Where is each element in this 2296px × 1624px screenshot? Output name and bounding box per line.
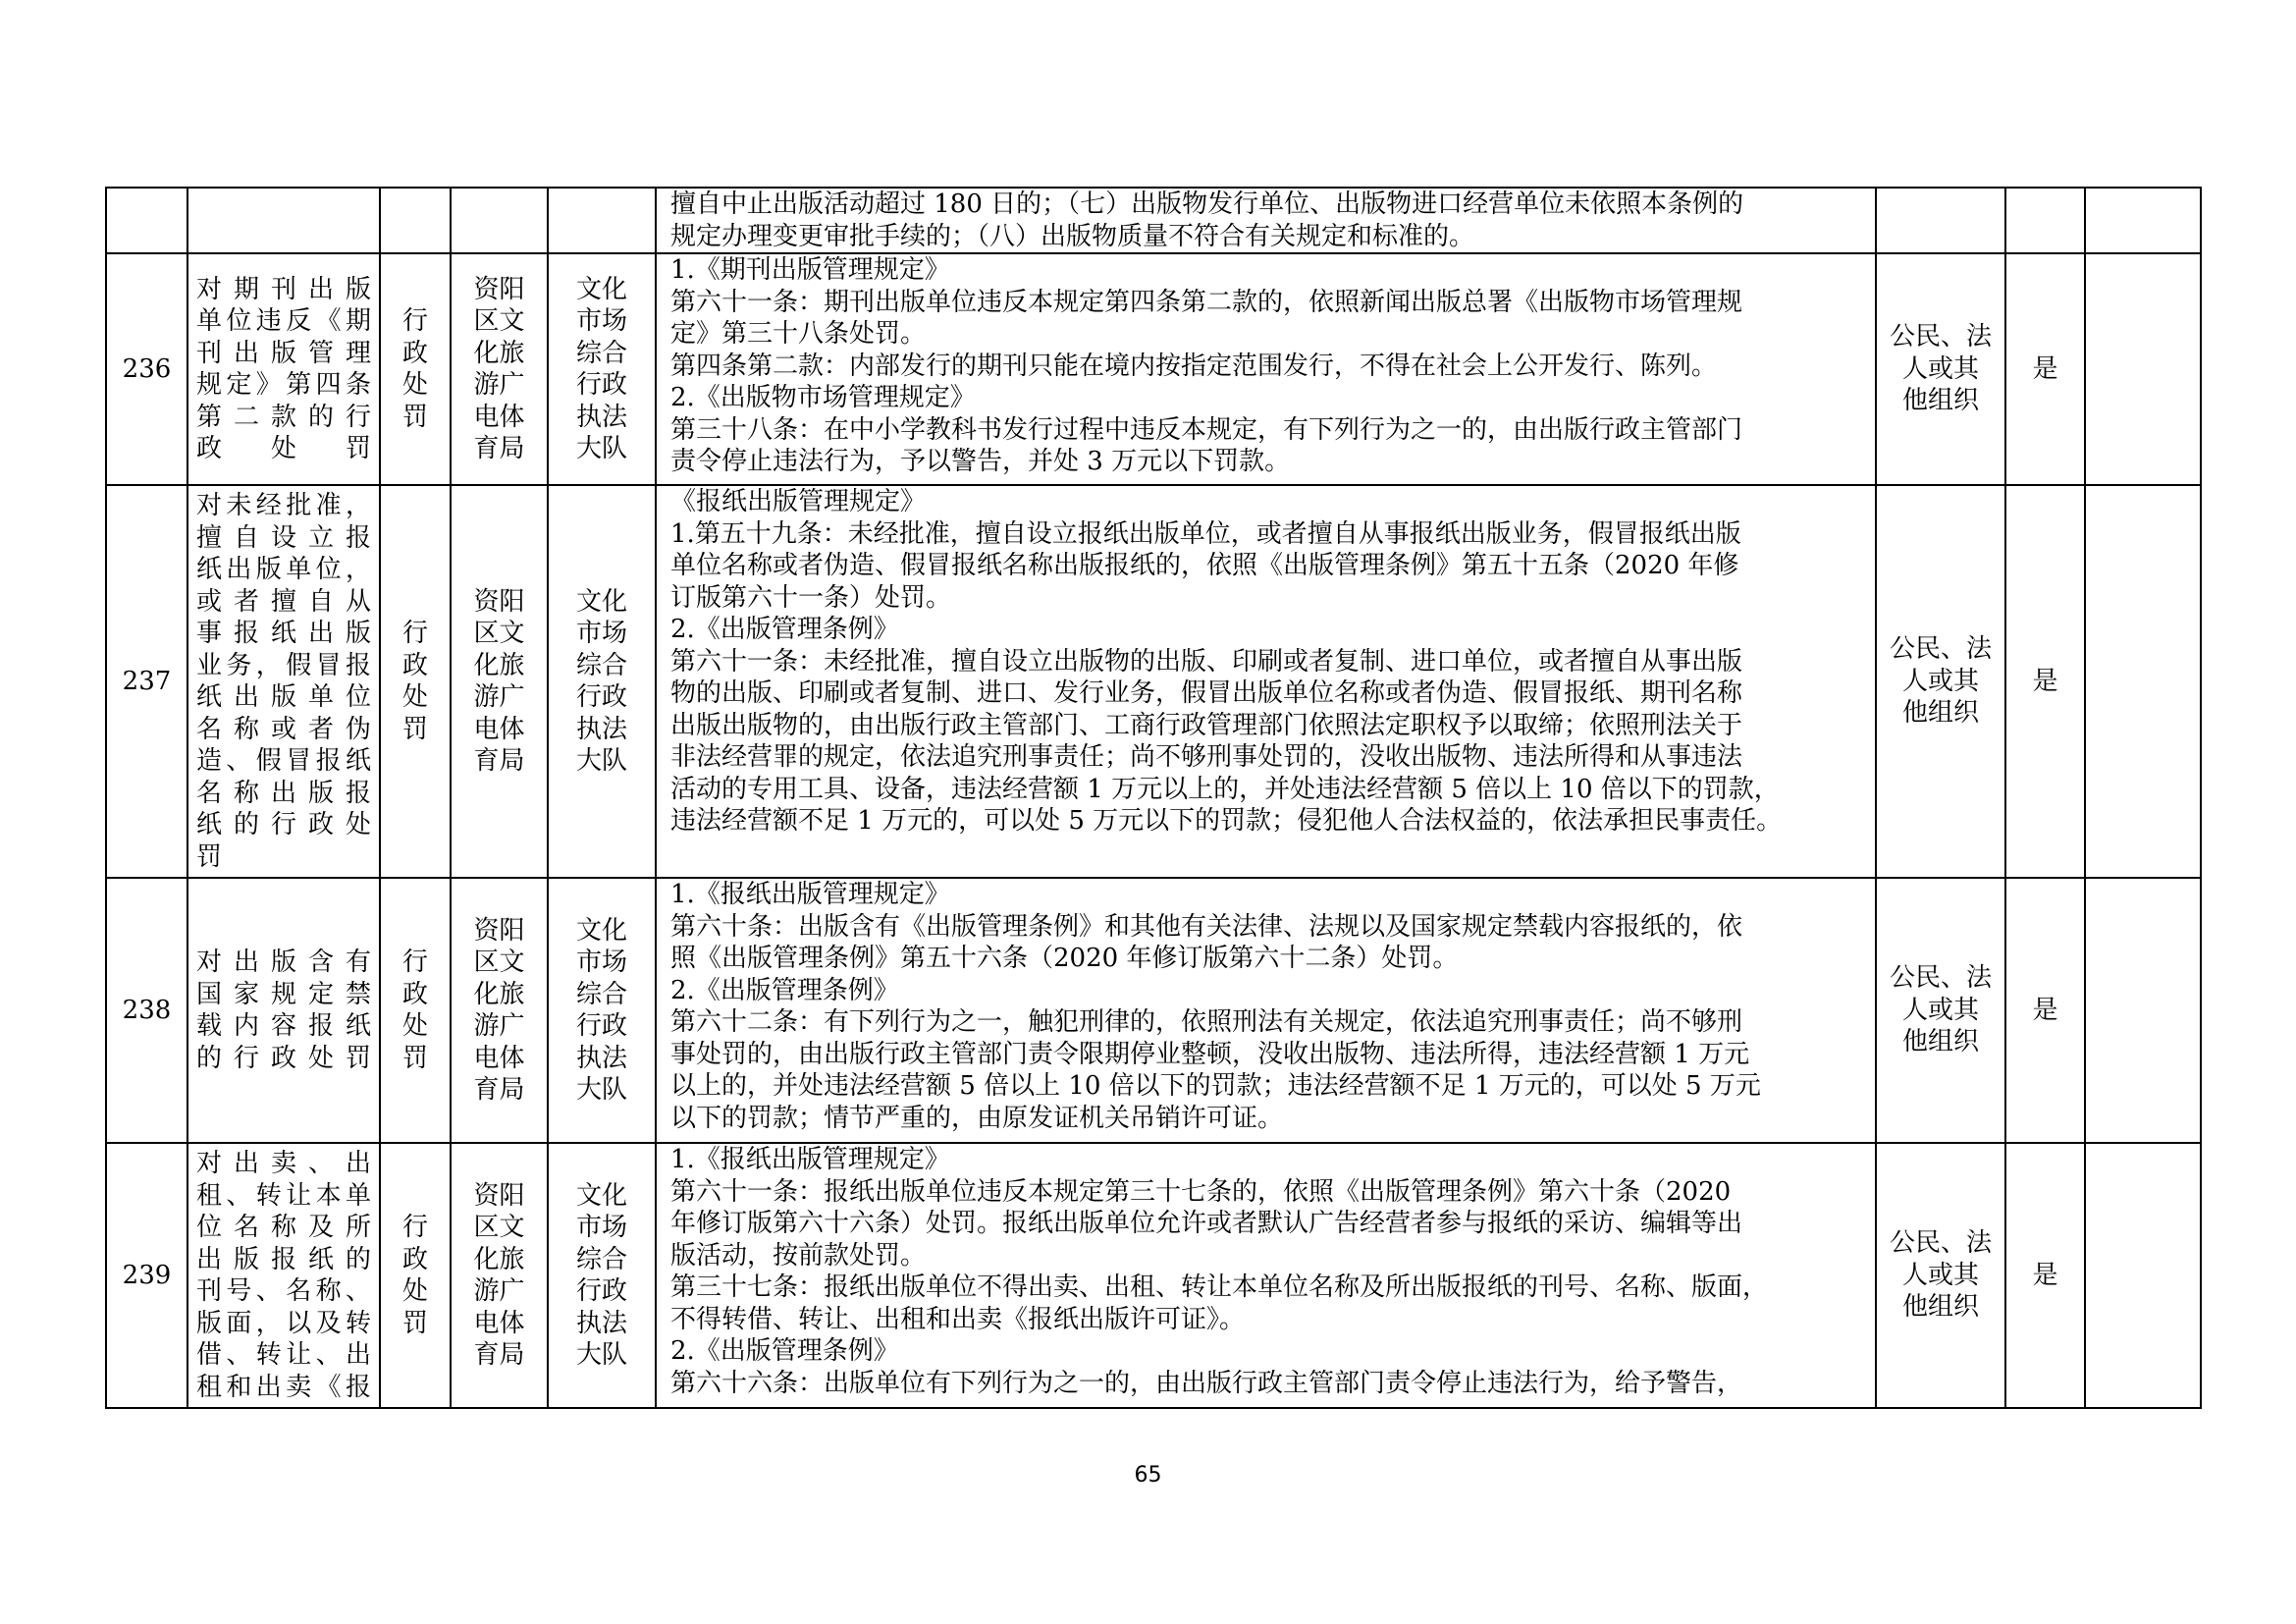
legal-basis-cell-line: 第六十六条：出版单位有下列行为之一的，由出版行政主管部门责令停止违法行为，给予警告， xyxy=(670,1368,1743,1398)
item-name-cell-line: 租和出卖《报 xyxy=(196,1372,371,1402)
power-type-cell-line: 罚 xyxy=(401,402,428,432)
executor-cell-line: 综合 xyxy=(575,650,627,680)
legal-basis-cell-line: 第四条第二款：内部发行的期刊只能在境内按指定范围发行，不得在社会上公开发行、陈列。 xyxy=(670,351,1718,381)
power-type-cell-line: 处 xyxy=(401,682,428,712)
power-type-cell-line: 政 xyxy=(401,979,428,1009)
department-cell-line: 育局 xyxy=(473,1340,525,1370)
department-cell-line: 化旅 xyxy=(473,1244,525,1274)
item-name-cell-line: 或者擅自从 xyxy=(196,586,371,617)
item-number-cell xyxy=(106,188,187,253)
department-cell-line: 电体 xyxy=(473,1043,525,1073)
legal-basis-cell-line: 出版出版物的，由出版行政主管部门、工商行政管理部门依照法定职权予以取缔；依照刑法关于 xyxy=(670,710,1743,740)
executor-cell-line: 文化 xyxy=(575,586,627,617)
item-name-cell-line: 对出版含有 xyxy=(196,947,371,977)
executor-cell-line: 综合 xyxy=(575,1244,627,1274)
executor-cell-line: 文化 xyxy=(575,1180,627,1211)
department-cell xyxy=(451,188,548,253)
legal-basis-cell xyxy=(656,253,1876,485)
item-name-cell-line: 出版报纸的 xyxy=(196,1244,371,1274)
power-type-cell-line: 行 xyxy=(401,947,428,977)
executor-cell-line: 执法 xyxy=(575,402,627,432)
legal-basis-cell xyxy=(656,878,1876,1143)
legal-basis-cell-line: 2.《出版管理条例》 xyxy=(670,975,899,1005)
item-name-cell-line: 的行政处罚 xyxy=(196,1043,371,1073)
executor-cell-line: 大队 xyxy=(575,1075,627,1105)
legal-basis-cell-line: 照《出版管理条例》第五十六条（2020 年修订版第六十二条）处罚。 xyxy=(670,944,1459,973)
legal-basis-cell-line: 单位名称或者伪造、假冒报纸名称出版报纸的，依照《出版管理条例》第五十五条（2020 年修 xyxy=(670,551,1739,580)
item-name-cell-line: 业务，假冒报 xyxy=(196,650,371,680)
executor-cell-line: 行政 xyxy=(575,1011,627,1041)
executor-cell-line: 大队 xyxy=(575,434,627,463)
target-object-cell-line: 公民、法 xyxy=(1889,963,1992,994)
item-name-cell-line: 版面，以及转 xyxy=(196,1308,371,1338)
legal-basis-cell xyxy=(656,1143,1876,1408)
executor-cell-line: 执法 xyxy=(575,714,627,744)
item-number-cell: 236 xyxy=(106,253,187,485)
item-name-cell-line: 纸出版单位， xyxy=(196,555,371,584)
department-cell-line: 化旅 xyxy=(473,650,525,680)
executor-cell-line: 市场 xyxy=(575,619,627,648)
item-name-cell-line: 擅自设立报 xyxy=(196,522,371,553)
regulation-table xyxy=(105,187,2202,1409)
executor-cell-line: 行政 xyxy=(575,370,627,400)
department-cell-line: 电体 xyxy=(473,714,525,744)
executor-cell-line: 市场 xyxy=(575,1213,627,1242)
legal-basis-cell-line: 物的出版、印刷或者复制、进口、发行业务，假冒出版单位名称或者伪造、假冒报纸、期刊名称 xyxy=(670,678,1743,708)
item-number-cell: 238 xyxy=(106,878,187,1143)
power-type-cell-line: 罚 xyxy=(401,1043,428,1073)
item-name-cell-line: 规定》第四条 xyxy=(196,370,371,400)
executor-cell xyxy=(548,253,656,485)
item-name-cell-line: 刊号、名称、 xyxy=(196,1276,371,1306)
power-type-cell-line: 行 xyxy=(401,1213,428,1242)
item-name-cell-line: 名称出版报 xyxy=(196,778,371,808)
item-name-cell-line: 国家规定禁 xyxy=(196,979,371,1009)
department-cell-line: 游广 xyxy=(473,682,525,712)
department-cell-line: 区文 xyxy=(473,947,525,977)
power-type-cell-line: 处 xyxy=(401,370,428,400)
item-name-cell xyxy=(187,253,380,485)
item-name-cell xyxy=(187,1143,380,1408)
item-name-cell xyxy=(187,485,380,878)
executor-cell-line: 执法 xyxy=(575,1043,627,1073)
department-cell-line: 区文 xyxy=(473,306,525,336)
legal-basis-cell-line: 第六十一条：未经批准，擅自设立出版物的出版、印刷或者复制、进口单位，或者擅自从事出版 xyxy=(670,646,1743,677)
department-cell-line: 游广 xyxy=(473,1011,525,1041)
item-name-cell-line: 载内容报纸 xyxy=(196,1011,371,1041)
page-number: 65 xyxy=(1134,1463,1162,1488)
power-type-cell-line: 政 xyxy=(401,338,428,368)
department-cell xyxy=(451,485,548,878)
item-name-cell xyxy=(187,188,380,253)
target-object-cell-line: 他组织 xyxy=(1901,1292,1979,1323)
item-name-cell-line: 单位违反《期 xyxy=(196,306,371,336)
executor-cell xyxy=(548,878,656,1143)
power-type-cell-line: 行 xyxy=(401,306,428,336)
department-cell-line: 电体 xyxy=(473,402,525,432)
executor-cell-line: 执法 xyxy=(575,1308,627,1338)
department-cell-line: 育局 xyxy=(473,434,525,463)
target-object-cell-line: 公民、法 xyxy=(1889,322,1992,352)
executor-cell-line: 大队 xyxy=(575,1340,627,1370)
legal-basis-cell xyxy=(656,188,1876,253)
remarks-cell xyxy=(2085,485,2201,878)
legal-basis-cell-line: 2.《出版物市场管理规定》 xyxy=(670,383,976,412)
legal-basis-cell-line: 第三十八条：在中小学教科书发行过程中违反本规定，有下列行为之一的，由出版行政主管部门 xyxy=(670,414,1743,445)
legal-basis-cell-line: 责令停止违法行为，予以警告，并处 3 万元以下罚款。 xyxy=(670,447,1291,476)
remarks-cell xyxy=(2085,1143,2201,1408)
power-type-cell-line: 政 xyxy=(401,1244,428,1274)
item-name-cell-line: 事报纸出版 xyxy=(196,619,371,648)
executor-cell-line: 行政 xyxy=(575,682,627,712)
legal-basis-cell-line: 不得转借、转让、出租和出卖《报纸出版许可证》。 xyxy=(670,1304,1246,1334)
power-type-cell xyxy=(380,485,451,878)
applicable-flag-cell: 是 xyxy=(2005,253,2085,485)
legal-basis-cell-line: 规定办理变更审批手续的；（八）出版物质量不符合有关规定和标准的。 xyxy=(670,221,1475,251)
item-name-cell-line: 借、转让、出 xyxy=(196,1340,371,1370)
department-cell-line: 电体 xyxy=(473,1308,525,1338)
department-cell xyxy=(451,253,548,485)
executor-cell-line: 大队 xyxy=(575,746,627,776)
power-type-cell-line: 处 xyxy=(401,1276,428,1306)
power-type-cell xyxy=(380,878,451,1143)
item-number-cell: 239 xyxy=(106,1143,187,1408)
department-cell-line: 游广 xyxy=(473,370,525,400)
legal-basis-cell-line: 定》第三十八条处罚。 xyxy=(670,319,927,349)
target-object-cell-line: 人或其 xyxy=(1901,995,1979,1025)
remarks-cell xyxy=(2085,878,2201,1143)
executor-cell-line: 综合 xyxy=(575,979,627,1009)
legal-basis-cell-line: 1.第五十九条：未经批准，擅自设立报纸出版单位，或者擅自从事报纸出版业务，假冒报纸出版 xyxy=(670,518,1741,549)
applicable-flag-cell: 是 xyxy=(2005,1143,2085,1408)
item-name-cell-line: 罚 xyxy=(196,841,223,872)
legal-basis-cell-line: 2.《出版管理条例》 xyxy=(670,615,899,644)
legal-basis-cell-line: 1.《期刊出版管理规定》 xyxy=(670,255,950,285)
target-object-cell-line: 他组织 xyxy=(1901,1027,1979,1057)
applicable-flag-cell xyxy=(2005,188,2085,253)
legal-basis-cell-line: 擅自中止出版活动超过 180 日的；（七）出版物发行单位、出版物进口经营单位未依照本条例的 xyxy=(670,189,1744,219)
item-name-cell-line: 纸的行政处 xyxy=(196,810,371,839)
power-type-cell-line: 政 xyxy=(401,650,428,680)
executor-cell xyxy=(548,485,656,878)
legal-basis-cell-line: 以下的罚款；情节严重的，由原发证机关吊销许可证。 xyxy=(670,1103,1284,1133)
item-name-cell-line: 位名称及所 xyxy=(196,1213,371,1242)
power-type-cell-line: 处 xyxy=(401,1011,428,1041)
legal-basis-cell-line: 订版第六十一条）处罚。 xyxy=(670,582,952,613)
department-cell xyxy=(451,878,548,1143)
power-type-cell xyxy=(380,188,451,253)
legal-basis-cell-line: 非法经营罪的规定，依法追究刑事责任；尚不够刑事处罚的，没收出版物、违法所得和从事违法 xyxy=(670,742,1743,772)
department-cell-line: 区文 xyxy=(473,619,525,648)
item-name-cell-line: 政处罚 xyxy=(196,434,371,463)
target-object-cell-line: 人或其 xyxy=(1901,1260,1979,1290)
legal-basis-cell-line: 以上的，并处违法经营额 5 倍以上 10 倍以下的罚款；违法经营额不足 1 万元的，可以处 5 万元 xyxy=(670,1071,1761,1101)
item-name-cell-line: 对出卖、出 xyxy=(196,1149,371,1178)
department-cell-line: 游广 xyxy=(473,1276,525,1306)
legal-basis-cell-line: 第三十七条：报纸出版单位不得出卖、出租、转让本单位名称及所出版报纸的刊号、名称、版面， xyxy=(670,1272,1769,1302)
legal-basis-cell-line: 版活动，按前款处罚。 xyxy=(670,1240,927,1271)
legal-basis-cell-line: 第六十二条：有下列行为之一，触犯刑律的，依照刑法有关规定，依法追究刑事责任；尚不够刑 xyxy=(670,1007,1743,1037)
target-object-cell-line: 他组织 xyxy=(1901,386,1979,416)
department-cell-line: 化旅 xyxy=(473,979,525,1009)
legal-basis-cell-line: 年修订版第六十六条）处罚。报纸出版单位允许或者默认广告经营者参与报纸的采访、编辑等出 xyxy=(670,1209,1743,1238)
department-cell-line: 资阳 xyxy=(473,274,525,304)
legal-basis-cell-line: 1.《报纸出版管理规定》 xyxy=(670,880,950,909)
department-cell-line: 资阳 xyxy=(473,915,525,946)
executor-cell-line: 行政 xyxy=(575,1276,627,1306)
item-number-cell: 237 xyxy=(106,485,187,878)
target-object-cell xyxy=(1876,253,2005,485)
executor-cell xyxy=(548,1143,656,1408)
department-cell-line: 化旅 xyxy=(473,338,525,368)
applicable-flag-cell: 是 xyxy=(2005,485,2085,878)
department-cell xyxy=(451,1143,548,1408)
remarks-cell xyxy=(2085,253,2201,485)
target-object-cell-line: 公民、法 xyxy=(1889,634,1992,665)
legal-basis-cell-line: 违法经营额不足 1 万元的，可以处 5 万元以下的罚款；侵犯他人合法权益的，依法承担民事责任。 xyxy=(670,806,1783,836)
table-row xyxy=(106,188,2201,253)
legal-basis-cell-line: 《报纸出版管理规定》 xyxy=(670,487,927,516)
legal-basis-cell-line: 事处罚的，由出版行政主管部门责令限期停业整顿，没收出版物、违法所得，违法经营额 1 万元 xyxy=(670,1039,1750,1069)
target-object-cell-line: 他组织 xyxy=(1901,698,1979,729)
item-name-cell-line: 刊出版管理 xyxy=(196,338,371,368)
item-name-cell-line: 名称或者伪 xyxy=(196,714,371,744)
power-type-cell-line: 罚 xyxy=(401,714,428,744)
legal-basis-cell-line: 第六十一条：报纸出版单位违反本规定第三十七条的，依照《出版管理条例》第六十条（2020 xyxy=(670,1176,1732,1207)
department-cell-line: 育局 xyxy=(473,746,525,776)
target-object-cell xyxy=(1876,878,2005,1143)
department-cell-line: 区文 xyxy=(473,1213,525,1242)
item-name-cell-line: 第二款的行 xyxy=(196,402,371,432)
legal-basis-cell-line: 1.《报纸出版管理规定》 xyxy=(670,1145,950,1174)
table-row xyxy=(106,878,2201,1143)
target-object-cell xyxy=(1876,188,2005,253)
item-name-cell-line: 对期刊出版 xyxy=(196,274,371,304)
executor-cell xyxy=(548,188,656,253)
target-object-cell-line: 人或其 xyxy=(1901,666,1979,696)
department-cell-line: 资阳 xyxy=(473,1180,525,1211)
legal-basis-cell-line: 第六十一条：期刊出版单位违反本规定第四条第二款的，依照新闻出版总署《出版物市场管理规 xyxy=(670,287,1743,317)
power-type-cell xyxy=(380,1143,451,1408)
remarks-cell xyxy=(2085,188,2201,253)
item-name-cell-line: 纸出版单位 xyxy=(196,682,371,712)
legal-basis-cell-line: 第六十条：出版含有《出版管理条例》和其他有关法律、法规以及国家规定禁载内容报纸的，依 xyxy=(670,911,1743,942)
target-object-cell xyxy=(1876,485,2005,878)
table-row xyxy=(106,485,2201,878)
target-object-cell-line: 公民、法 xyxy=(1889,1228,1992,1259)
legal-basis-cell-line: 活动的专用工具、设备，违法经营额 1 万元以上的，并处违法经营额 5 倍以上 10 倍以下的罚款， xyxy=(670,774,1780,804)
power-type-cell xyxy=(380,253,451,485)
table-row xyxy=(106,1143,2201,1408)
executor-cell-line: 文化 xyxy=(575,274,627,304)
power-type-cell-line: 罚 xyxy=(401,1308,428,1338)
executor-cell-line: 市场 xyxy=(575,947,627,977)
item-name-cell xyxy=(187,878,380,1143)
item-name-cell-line: 造、假冒报纸 xyxy=(196,746,371,776)
power-type-cell-line: 行 xyxy=(401,619,428,648)
executor-cell-line: 综合 xyxy=(575,338,627,368)
legal-basis-cell-line: 2.《出版管理条例》 xyxy=(670,1336,899,1366)
legal-basis-cell xyxy=(656,485,1876,878)
target-object-cell xyxy=(1876,1143,2005,1408)
executor-cell-line: 文化 xyxy=(575,915,627,946)
department-cell-line: 育局 xyxy=(473,1075,525,1105)
target-object-cell-line: 人或其 xyxy=(1901,353,1979,384)
department-cell-line: 资阳 xyxy=(473,586,525,617)
item-name-cell-line: 对未经批准， xyxy=(196,491,371,520)
applicable-flag-cell: 是 xyxy=(2005,878,2085,1143)
table-row xyxy=(106,253,2201,485)
item-name-cell-line: 租、转让本单 xyxy=(196,1180,371,1211)
executor-cell-line: 市场 xyxy=(575,306,627,336)
